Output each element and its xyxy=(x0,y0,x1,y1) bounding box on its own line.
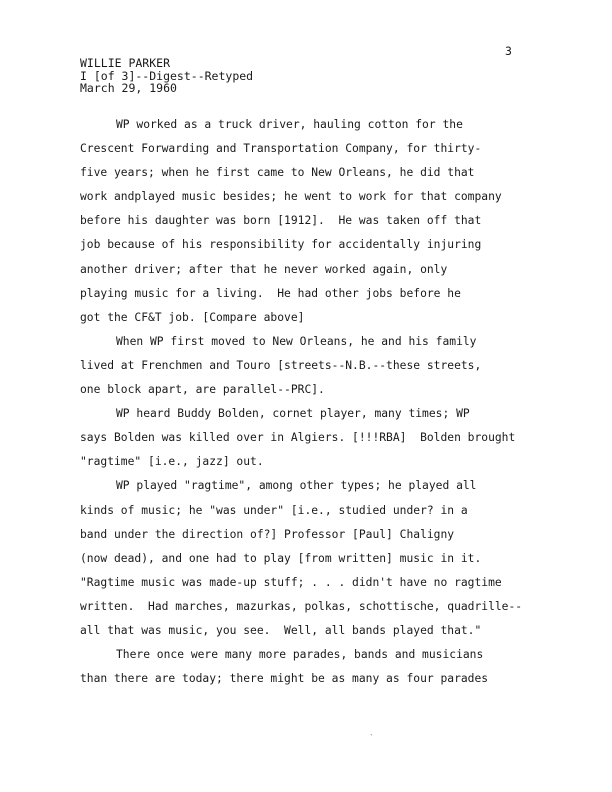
text-line: "Ragtime music was made-up stuff; . . . didn't have no ragtime xyxy=(80,575,502,589)
text-line: five years; when he first came to New Orleans, he did that xyxy=(80,166,475,180)
text-line: WP heard Buddy Bolden, cornet player, many times; WP xyxy=(116,407,470,421)
text-line: before his daughter was born [1912]. He was taken off that xyxy=(80,214,482,228)
text-line: "ragtime" [i.e., jazz] out. xyxy=(80,455,264,469)
text-line: WP worked as a truck driver, hauling cotton for the xyxy=(116,118,463,131)
stray-mark: ˎ xyxy=(369,726,374,735)
text-line: all that was music, you see. Well, all bands played that." xyxy=(80,623,482,637)
page-number: 3 xyxy=(505,44,512,58)
text-line: (now dead), and one had to play [from written] music in it. xyxy=(80,551,482,565)
text-line: got the CF&T job. [Compare above] xyxy=(80,310,305,324)
interview-date: March 29, 1960 xyxy=(80,81,177,95)
text-line: kinds of music; he "was under" [i.e., studied under? in a xyxy=(80,503,468,517)
text-line: band under the direction of?] Professor [Paul] Chaligny xyxy=(80,527,455,541)
document-header xyxy=(80,57,253,95)
text-line: playing music for a living. He had other jobs before he xyxy=(80,286,461,300)
text-line: There once were many more parades, bands and musicians xyxy=(116,648,484,662)
text-line: work andplayed music besides; he went to work for that company xyxy=(80,190,502,204)
text-line: than there are today; there might be as many as four parades xyxy=(80,672,489,686)
text-line: Crescent Forwarding and Transportation Company, for thirty- xyxy=(80,142,482,156)
text-line: job because of his responsibility for accidentally injuring xyxy=(80,238,482,252)
text-line: one block apart, are parallel--PRC]. xyxy=(80,383,325,397)
text-line: lived at Frenchmen and Touro [streets--N.B.--these streets, xyxy=(80,358,482,372)
text-line: says Bolden was killed over in Algiers. [!!!RBA] Bolden brought xyxy=(80,431,516,445)
transcript-body xyxy=(80,113,550,691)
text-line: WP played "ragtime", among other types; he played all xyxy=(116,479,477,493)
transcript-part: I [of 3]--Digest--Retyped xyxy=(80,68,254,83)
interviewee-name: WILLIE PARKER xyxy=(80,56,171,70)
text-line: written. Had marches, mazurkas, polkas, schottische, quadrille-- xyxy=(80,599,523,613)
text-line: another driver; after that he never worked again, only xyxy=(80,262,448,276)
text-line: When WP first moved to New Orleans, he and his family xyxy=(116,334,477,348)
